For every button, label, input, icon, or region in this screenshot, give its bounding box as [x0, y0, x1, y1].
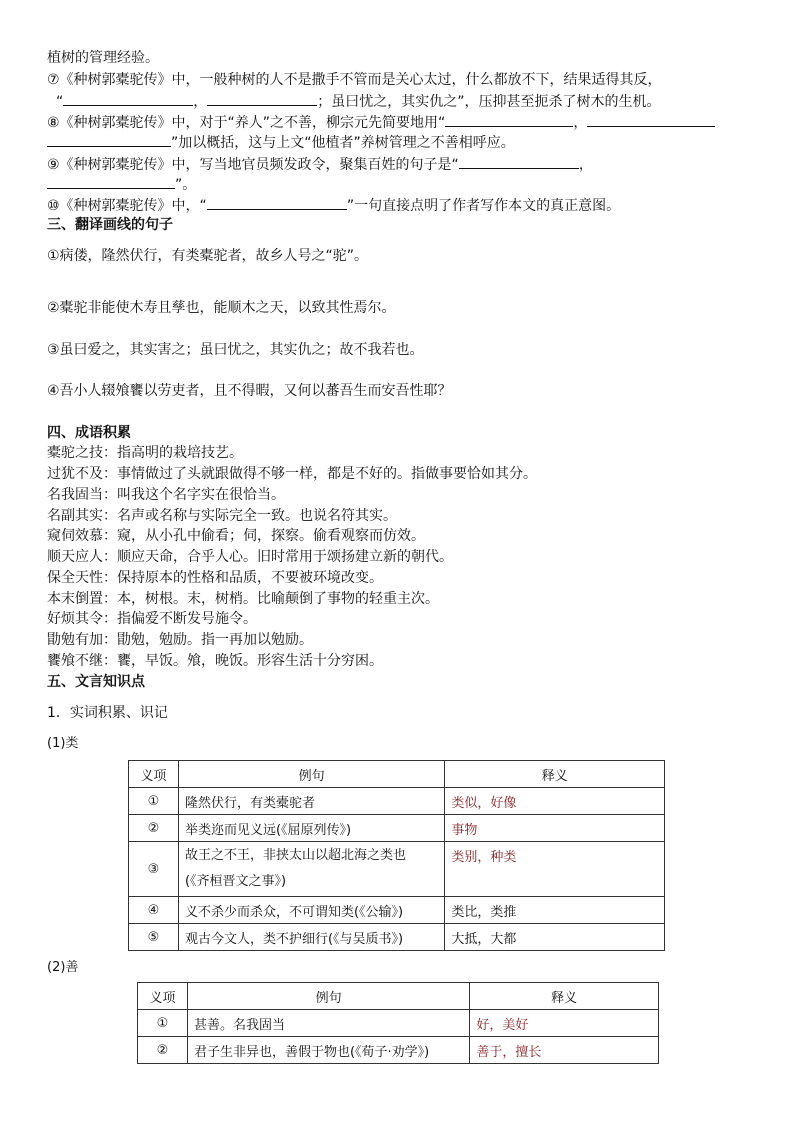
table-header-row [129, 761, 665, 788]
row-number: ② [138, 1037, 188, 1064]
definition-cell: 大抵，大都 [445, 924, 665, 951]
answer-blank[interactable] [459, 153, 579, 169]
idiom-item: 过犹不及：事情做过了头就跟做得不够一样，都是不好的。指做事要恰如其分。 [47, 466, 537, 482]
question-8-cont [47, 131, 515, 153]
question-10 [47, 194, 620, 216]
row-number: ⑤ [129, 924, 179, 951]
header-cell: 释义 [445, 761, 665, 788]
table-row [129, 924, 665, 951]
translate-item: ④吾小人辍飧饔以劳吏者，且不得暇，又何以蕃吾生而安吾性耶？ [47, 383, 452, 399]
text: ”加以概括，这与上文“他植者”养树管理之不善相呼应。 [171, 135, 515, 151]
answer-blank[interactable] [47, 131, 171, 147]
text: ⑨《种树郭橐驼传》中，写当地官员频发政令，聚集百姓的句子是“ [47, 157, 459, 173]
idiom-item: 名副其实：名声或名称与实际完全一致。也说名符其实。 [47, 508, 397, 524]
section-title: 四、成语积累 [47, 425, 131, 441]
text: ⑦《种树郭橐驼传》中，一般种树的人不是撒手不管而是关心太过，什么都放不下，结果适得其反， [47, 72, 662, 88]
translate-item: ②橐驼非能使木寿且孳也，能顺木之天，以致其性焉尔。 [47, 300, 396, 316]
answer-blank[interactable] [63, 90, 193, 106]
answer-blank[interactable] [47, 173, 175, 189]
translate-item: ③虽曰爱之，其实害之；虽曰忧之，其实仇之；故不我若也。 [47, 342, 424, 358]
table-lei [128, 760, 665, 951]
idiom-item: 饔飧不继：饔，早饭。飧，晚饭。形容生活十分穷困。 [47, 653, 383, 669]
answer-blank[interactable] [207, 90, 317, 106]
text: ， [578, 157, 593, 173]
idiom-item: 保全天性：保持原本的性格和品质，不要被环境改变。 [47, 570, 383, 586]
row-number: ③ [129, 842, 179, 897]
question-8 [47, 111, 715, 133]
definition-cell: 好，美好 [470, 1010, 659, 1037]
table-row [138, 1010, 659, 1037]
row-number: ① [138, 1010, 188, 1037]
question-7 [47, 70, 662, 90]
text: ；虽曰忧之，其实仇之”，压抑甚至扼杀了树木的生机。 [317, 94, 661, 110]
definition-cell: 类比，类推 [445, 897, 665, 924]
row-number: ② [129, 815, 179, 842]
example-cell: 隆然伏行，有类橐驼者 [178, 788, 444, 815]
text: ”。 [175, 177, 197, 193]
text: “ [56, 94, 64, 110]
table-row [129, 788, 665, 815]
header-cell: 释义 [470, 983, 659, 1010]
question-7-blanks [56, 90, 661, 112]
text: ⑧《种树郭橐驼传》中，对于“养人”之不善，柳宗元先简要地用“ [47, 115, 446, 131]
text: ， [573, 115, 588, 131]
answer-blank[interactable] [445, 111, 573, 127]
example-cell: 君子生非异也，善假于物也(《荀子·劝学》) [187, 1037, 469, 1064]
idiom-item: 顺天应人：顺应天命，合乎人心。旧时常用于颂扬建立新的朝代。 [47, 549, 453, 565]
definition-cell: 善于，擅长 [470, 1037, 659, 1064]
idiom-item: 勖勉有加：勖勉，勉励。指一再加以勉励。 [47, 632, 313, 648]
question-9-cont [47, 173, 196, 195]
header-cell: 义项 [129, 761, 179, 788]
section-title: 五、文言知识点 [47, 674, 145, 690]
table-header-row [138, 983, 659, 1010]
text: ⑩《种树郭橐驼传》中，“ [47, 198, 207, 214]
table-row [129, 815, 665, 842]
text: ， [193, 94, 208, 110]
question-9 [47, 153, 593, 175]
example-cell [178, 842, 444, 897]
table-row [138, 1037, 659, 1064]
translate-item: ①病偻，隆然伏行，有类橐驼者，故乡人号之“驼”。 [47, 248, 369, 264]
example-line: 故王之不王，非挟太山以超北海之类也 [184, 848, 406, 863]
header-cell: 例句 [178, 761, 444, 788]
table-row [129, 842, 665, 897]
idiom-item: 名我固当：叫我这个名字实在很恰当。 [47, 487, 285, 503]
text: ”一句直接点明了作者写作本文的真正意图。 [346, 198, 621, 214]
example-cell: 观古今文人，类不护细行(《与吴质书》) [178, 924, 444, 951]
idiom-item: 好烦其令：指偏爱不断发号施令。 [47, 611, 257, 627]
example-cell: 举类迩而见义远(《屈原列传》) [178, 815, 444, 842]
example-source: (《齐桓晋文之事》) [184, 874, 287, 889]
answer-blank[interactable] [587, 111, 715, 127]
section-title: 三、翻译画线的句子 [47, 217, 173, 233]
word-label-lei: (1)类 [47, 736, 79, 751]
definition-cell: 事物 [445, 815, 665, 842]
word-label-shan: (2)善 [47, 960, 79, 975]
definition-cell: 类似，好像 [445, 788, 665, 815]
example-cell: 甚善。名我固当 [187, 1010, 469, 1037]
text-line [47, 48, 159, 68]
idiom-item: 本末倒置：本，树根。末，树梢。比喻颠倒了事物的轻重主次。 [47, 591, 439, 607]
answer-blank[interactable] [207, 194, 347, 210]
table-row [129, 897, 665, 924]
header-cell: 义项 [138, 983, 188, 1010]
idiom-item: 橐驼之技：指高明的栽培技艺。 [47, 445, 243, 461]
header-cell: 例句 [187, 983, 469, 1010]
example-cell: 义不杀少而杀众，不可谓知类(《公输》) [178, 897, 444, 924]
row-number: ① [129, 788, 179, 815]
subsection-title: 1．实词积累、识记 [47, 705, 168, 721]
idiom-item: 窥伺效慕：窥，从小孔中偷看；伺，探察。偷看观察而仿效。 [47, 528, 425, 544]
definition-cell: 类别，种类 [445, 842, 665, 897]
row-number: ④ [129, 897, 179, 924]
table-shan [137, 982, 659, 1064]
text: 植树的管理经验。 [47, 50, 159, 66]
